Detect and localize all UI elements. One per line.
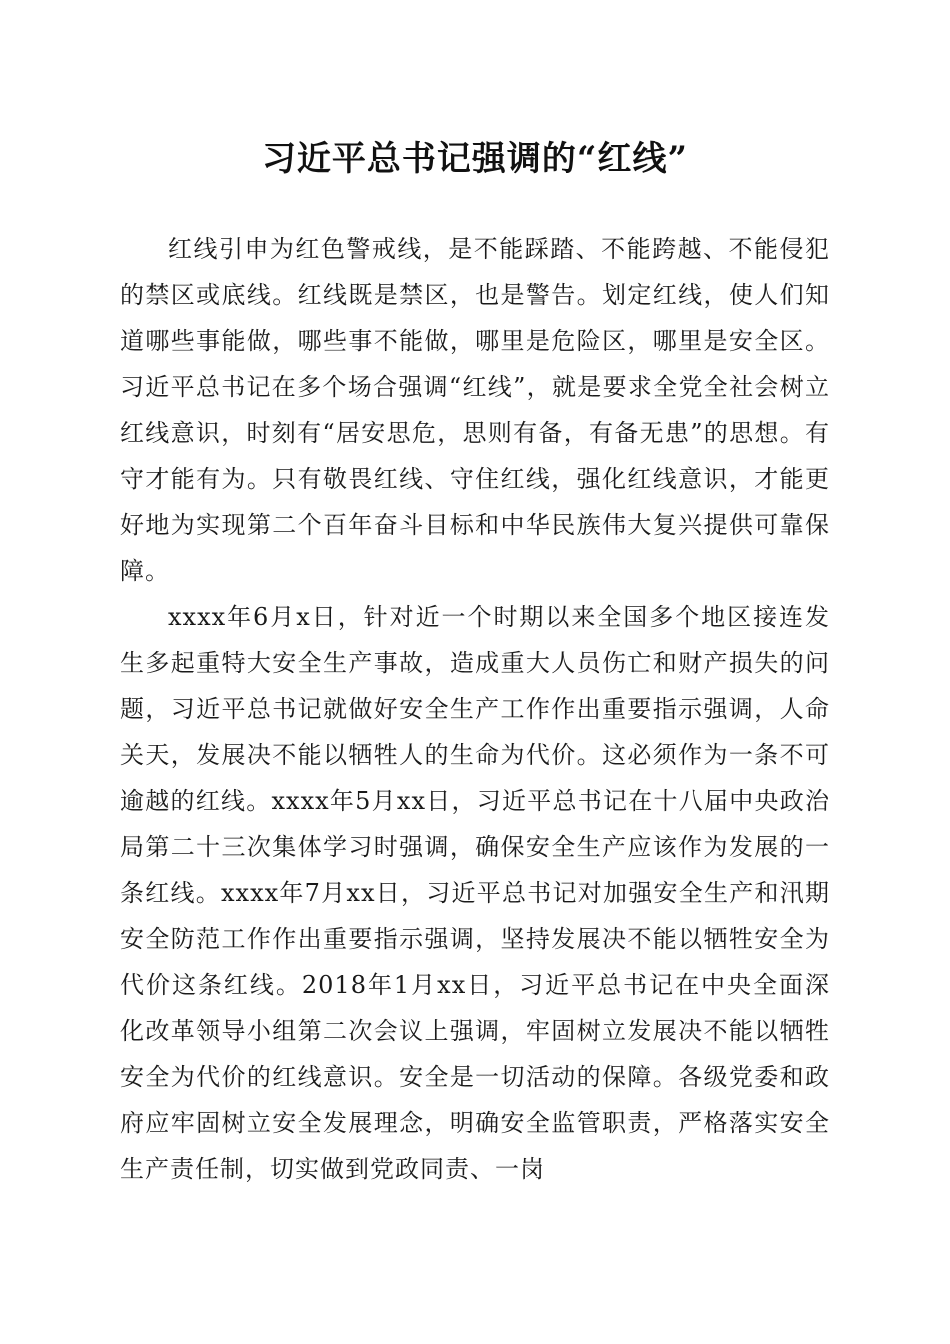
document-title: 习近平总书记强调的“红线” bbox=[261, 139, 689, 179]
document-body bbox=[120, 226, 830, 1192]
paragraph-2: xxxx年6月x日，针对近一个时期以来全国多个地区接连发生多起重特大安全生产事故，造成重大人员伤亡和财产损失的问题，习近平总书记就做好安全生产工作作出重要指示强调，人命关天，发展决不能以牺牲人的生命为代价。这必须作为一条不可逾越的红线。xxxx年5月xx日，习近平总书记在十八届中央政治局第二十三次集体学习时强调，确保安全生产应该作为发展的一条红线。xxxx年7月xx日，习近平总书记对加强安全生产和汛期安全防范工作作出重要指示强调，坚持发展决不能以牺牲安全为代价这条红线。2018年1月xx日，习近平总书记在中央全面深化改革领导小组第二次会议上强调，牢固树立发展决不能以牺牲安全为代价的红线意识。安全是一切活动的保障。各级党委和政府应牢固树立安全发展理念，明确安全监管职责，严格落实安全生产责任制，切实做到党政同责、一岗 bbox=[120, 603, 830, 1183]
paragraph-1: 红线引申为红色警戒线，是不能踩踏、不能跨越、不能侵犯的禁区或底线。红线既是禁区，也是警告。划定红线，使人们知道哪些事能做，哪些事不能做，哪里是危险区，哪里是安全区。习近平总书记在多个场合强调“红线”，就是要求全党全社会树立红线意识，时刻有“居安思危，思则有备，有备无患”的思想。有守才能有为。只有敬畏红线、守住红线，强化红线意识，才能更好地为实现第二个百年奋斗目标和中华民族伟大复兴提供可靠保障。 bbox=[120, 235, 830, 585]
